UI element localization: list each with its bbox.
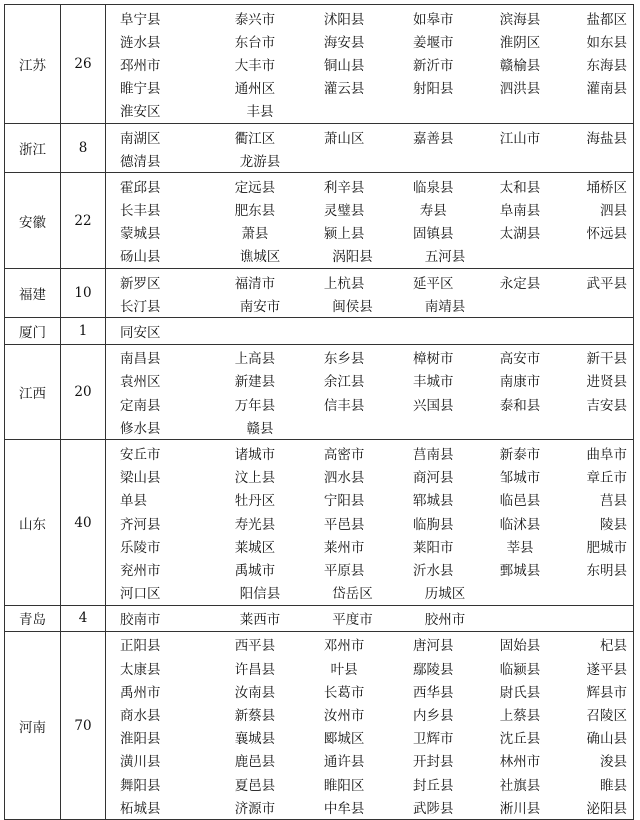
- county-name: 邓州市: [323, 638, 365, 655]
- county-name: 滨海县: [499, 11, 541, 28]
- county-name: 临颍县: [499, 661, 541, 678]
- county-name: 太和县: [499, 179, 541, 196]
- county-name: 南安市: [239, 298, 281, 315]
- table-row: [5, 318, 634, 344]
- county-name: 上高县: [234, 351, 276, 368]
- county-line: [106, 244, 633, 267]
- county-name: 南康市: [499, 374, 541, 391]
- table-row: [5, 605, 634, 631]
- county-name: 夏邑县: [234, 777, 276, 794]
- county-name: 襄城县: [234, 731, 276, 748]
- county-name: 肥城市: [586, 539, 627, 556]
- county-name: 平原县: [323, 562, 365, 579]
- county-name: 许昌县: [234, 661, 276, 678]
- county-name: 霍邱县: [120, 179, 161, 196]
- county-name: 诸城市: [234, 446, 276, 463]
- county-line: [106, 749, 633, 772]
- county-name: 樟树市: [413, 351, 454, 368]
- county-name: 尉氏县: [499, 684, 541, 701]
- county-name: 射阳县: [413, 81, 454, 98]
- county-name: 临邑县: [499, 493, 541, 510]
- province-name: 河南: [5, 631, 61, 820]
- county-name: 南湖区: [120, 130, 161, 147]
- county-name: 姜堰市: [413, 34, 454, 51]
- county-name: 上蔡县: [499, 708, 541, 725]
- county-name: 长丰县: [120, 203, 161, 220]
- county-line: [106, 465, 633, 488]
- county-name: 定远县: [234, 179, 276, 196]
- county-count: 26: [61, 5, 106, 124]
- county-name: 平度市: [332, 612, 373, 629]
- county-name: 丰县: [246, 104, 274, 121]
- county-name: 汶上县: [234, 470, 276, 487]
- province-name: 浙江: [5, 123, 61, 172]
- county-name: 莱西市: [239, 612, 281, 629]
- county-name: 寿县: [419, 203, 447, 220]
- county-name: 铜山县: [323, 57, 365, 74]
- county-line: [106, 198, 633, 221]
- county-line: [106, 607, 633, 630]
- county-line: [106, 702, 633, 725]
- county-count: 1: [61, 318, 106, 344]
- county-name: 浚县: [599, 754, 627, 771]
- county-line: [106, 772, 633, 795]
- county-name: 正阳县: [120, 638, 161, 655]
- county-name: 牡丹区: [234, 493, 276, 510]
- county-name: 确山县: [586, 731, 627, 748]
- county-name: 淮阳县: [120, 731, 161, 748]
- county-name: 淅川县: [499, 800, 541, 817]
- county-name: 郾城区: [323, 731, 365, 748]
- county-name: 睢宁县: [120, 81, 161, 98]
- county-count: 70: [61, 631, 106, 820]
- county-name: 盐都区: [586, 11, 627, 28]
- county-name: 同安区: [120, 325, 161, 342]
- county-name: 鄄城县: [499, 562, 541, 579]
- province-name: 山东: [5, 440, 61, 605]
- county-name: 临朐县: [413, 516, 454, 533]
- table-row: [5, 344, 634, 440]
- county-name: 东海县: [586, 57, 627, 74]
- county-name: 莘县: [506, 539, 534, 556]
- county-name: 睢阳区: [323, 777, 365, 794]
- county-line: [106, 726, 633, 749]
- county-name: 阜宁县: [120, 11, 161, 28]
- county-name: 江山市: [499, 130, 541, 147]
- county-name: 汝南县: [234, 684, 276, 701]
- county-name: 万年县: [234, 397, 276, 414]
- county-name: 章丘市: [586, 470, 627, 487]
- county-count: 22: [61, 173, 106, 269]
- county-name: 邳州市: [120, 57, 161, 74]
- county-name: 利辛县: [323, 179, 365, 196]
- county-name: 唐河县: [413, 638, 454, 655]
- county-name: 武平县: [586, 275, 627, 292]
- county-name: 大丰市: [234, 57, 276, 74]
- county-name: 邹城市: [499, 470, 541, 487]
- county-name: 五河县: [424, 249, 466, 266]
- county-name: 新干县: [586, 351, 627, 368]
- county-name: 泰兴市: [234, 11, 276, 28]
- county-list: [106, 5, 634, 124]
- county-name: 胶州市: [424, 612, 466, 629]
- county-name: 安丘市: [120, 446, 161, 463]
- county-name: 商水县: [120, 708, 161, 725]
- county-name: 莱州市: [323, 539, 365, 556]
- county-list: [106, 173, 634, 269]
- county-name: 岱岳区: [332, 586, 373, 603]
- county-name: 灵璧县: [323, 203, 365, 220]
- county-name: 高安市: [499, 351, 541, 368]
- county-line: [106, 52, 633, 75]
- county-name: 开封县: [413, 754, 454, 771]
- county-table: [4, 4, 634, 820]
- county-line: [106, 488, 633, 511]
- county-name: 莒南县: [413, 446, 454, 463]
- county-name: 西华县: [413, 684, 454, 701]
- county-name: 济源市: [234, 800, 276, 817]
- county-name: 太康县: [120, 661, 161, 678]
- county-name: 萧山区: [323, 130, 365, 147]
- county-name: 杞县: [599, 638, 627, 655]
- table-row: [5, 631, 634, 820]
- county-name: 长葛市: [323, 684, 365, 701]
- county-name: 睢县: [599, 777, 627, 794]
- table-row: [5, 5, 634, 124]
- county-name: 涡阳县: [332, 249, 373, 266]
- county-name: 如皋市: [413, 11, 454, 28]
- county-line: [106, 125, 633, 148]
- county-count: 10: [61, 269, 106, 318]
- county-name: 嘉善县: [413, 130, 454, 147]
- county-name: 卫辉市: [413, 731, 454, 748]
- table-row: [5, 440, 634, 605]
- county-name: 舞阳县: [120, 777, 161, 794]
- county-count: 40: [61, 440, 106, 605]
- county-name: 林州市: [499, 754, 541, 771]
- county-name: 莒县: [599, 493, 627, 510]
- county-name: 砀山县: [120, 249, 161, 266]
- county-line: [106, 581, 633, 604]
- county-name: 埇桥区: [586, 179, 627, 196]
- county-name: 宁阳县: [323, 493, 365, 510]
- county-name: 太湖县: [499, 226, 541, 243]
- county-name: 赣榆县: [499, 57, 541, 74]
- county-name: 新沂市: [413, 57, 454, 74]
- county-name: 萧县: [241, 226, 269, 243]
- county-count: 4: [61, 605, 106, 631]
- county-line: [106, 557, 633, 580]
- county-name: 梁山县: [120, 470, 161, 487]
- county-name: 平邑县: [323, 516, 365, 533]
- county-name: 定南县: [120, 397, 161, 414]
- county-name: 兖州市: [120, 562, 161, 579]
- county-name: 柘城县: [120, 800, 161, 817]
- county-name: 鹿邑县: [234, 754, 276, 771]
- county-name: 商河县: [413, 470, 454, 487]
- county-line: [106, 221, 633, 244]
- county-name: 禹城市: [234, 562, 276, 579]
- county-name: 曲阜市: [586, 446, 627, 463]
- county-line: [106, 441, 633, 464]
- county-name: 莱城区: [234, 539, 276, 556]
- county-name: 进贤县: [586, 374, 627, 391]
- county-name: 内乡县: [413, 708, 454, 725]
- county-line: [106, 534, 633, 557]
- county-name: 武陟县: [413, 800, 454, 817]
- county-name: 通州区: [234, 81, 276, 98]
- county-name: 闽侯县: [332, 298, 373, 315]
- county-name: 西平县: [234, 638, 276, 655]
- county-line: [106, 511, 633, 534]
- county-list: [106, 631, 634, 820]
- county-name: 袁州区: [120, 374, 161, 391]
- county-line: [106, 679, 633, 702]
- county-name: 封丘县: [413, 777, 454, 794]
- province-name: 江西: [5, 344, 61, 440]
- county-name: 上杭县: [323, 275, 365, 292]
- county-line: [106, 76, 633, 99]
- county-name: 泰和县: [499, 397, 541, 414]
- county-list: [106, 344, 634, 440]
- county-name: 叶县: [330, 661, 358, 678]
- county-line: [106, 270, 633, 293]
- county-name: 历城区: [424, 586, 466, 603]
- county-name: 福清市: [234, 275, 276, 292]
- county-name: 淮阴区: [499, 34, 541, 51]
- county-name: 谯城区: [239, 249, 281, 266]
- county-list: [106, 123, 634, 172]
- county-name: 辉县市: [586, 684, 627, 701]
- county-name: 信丰县: [323, 397, 365, 414]
- county-name: 乐陵市: [120, 539, 161, 556]
- county-count: 20: [61, 344, 106, 440]
- province-name: 青岛: [5, 605, 61, 631]
- county-name: 鄢陵县: [413, 661, 454, 678]
- county-name: 沭阳县: [323, 11, 365, 28]
- county-line: [106, 174, 633, 197]
- county-list: [106, 605, 634, 631]
- county-name: 怀远县: [586, 226, 627, 243]
- county-name: 新罗区: [120, 275, 161, 292]
- county-name: 临泉县: [413, 179, 454, 196]
- county-list: [106, 318, 634, 344]
- county-name: 新蔡县: [234, 708, 276, 725]
- county-name: 兴国县: [413, 397, 454, 414]
- province-name: 安徽: [5, 173, 61, 269]
- county-name: 固始县: [499, 638, 541, 655]
- county-name: 遂平县: [586, 661, 627, 678]
- county-name: 海安县: [323, 34, 365, 51]
- county-name: 临沭县: [499, 516, 541, 533]
- county-name: 海盐县: [586, 130, 627, 147]
- county-name: 汝州市: [323, 708, 365, 725]
- county-name: 泗县: [599, 203, 627, 220]
- county-name: 莱阳市: [413, 539, 454, 556]
- county-name: 南昌县: [120, 351, 161, 368]
- county-name: 颍上县: [323, 226, 365, 243]
- county-count: 8: [61, 123, 106, 172]
- county-line: [106, 319, 633, 342]
- county-name: 胶南市: [120, 612, 161, 629]
- county-name: 余江县: [323, 374, 365, 391]
- county-line: [106, 148, 633, 171]
- table-row: [5, 123, 634, 172]
- county-name: 新建县: [234, 374, 276, 391]
- county-line: [106, 369, 633, 392]
- county-name: 南靖县: [424, 298, 466, 315]
- county-name: 沈丘县: [499, 731, 541, 748]
- county-line: [106, 415, 633, 438]
- county-name: 禹州市: [120, 684, 161, 701]
- county-name: 衢江区: [234, 130, 276, 147]
- county-name: 单县: [120, 493, 147, 510]
- table-row: [5, 269, 634, 318]
- province-name: 江苏: [5, 5, 61, 124]
- county-name: 齐河县: [120, 516, 161, 533]
- county-line: [106, 346, 633, 369]
- county-name: 新泰市: [499, 446, 541, 463]
- province-name: 福建: [5, 269, 61, 318]
- county-name: 蒙城县: [120, 226, 161, 243]
- county-line: [106, 6, 633, 29]
- county-name: 高密市: [323, 446, 365, 463]
- county-name: 长汀县: [120, 298, 161, 315]
- county-name: 东台市: [234, 34, 276, 51]
- county-name: 东乡县: [323, 351, 365, 368]
- county-name: 泗水县: [323, 470, 365, 487]
- county-name: 中牟县: [323, 800, 365, 817]
- county-name: 赣县: [246, 420, 274, 437]
- county-name: 寿光县: [234, 516, 276, 533]
- county-name: 泌阳县: [586, 800, 627, 817]
- province-name: 厦门: [5, 318, 61, 344]
- county-name: 延平区: [413, 275, 454, 292]
- county-list: [106, 269, 634, 318]
- county-name: 陵县: [599, 516, 627, 533]
- county-name: 淮安区: [120, 104, 161, 121]
- county-line: [106, 392, 633, 415]
- county-name: 灌云县: [323, 81, 365, 98]
- county-name: 丰城市: [413, 374, 454, 391]
- county-name: 泗洪县: [499, 81, 541, 98]
- county-name: 阜南县: [499, 203, 541, 220]
- county-list: [106, 440, 634, 605]
- county-line: [106, 99, 633, 122]
- county-name: 潢川县: [120, 754, 161, 771]
- table-row: [5, 173, 634, 269]
- county-name: 河口区: [120, 586, 161, 603]
- county-name: 召陵区: [586, 708, 627, 725]
- county-name: 灌南县: [586, 81, 627, 98]
- county-name: 社旗县: [499, 777, 541, 794]
- county-name: 如东县: [586, 34, 627, 51]
- county-line: [106, 293, 633, 316]
- county-name: 固镇县: [413, 226, 454, 243]
- county-name: 涟水县: [120, 34, 161, 51]
- county-name: 东明县: [586, 562, 627, 579]
- county-name: 永定县: [499, 275, 541, 292]
- county-name: 沂水县: [413, 562, 454, 579]
- county-name: 阳信县: [239, 586, 281, 603]
- county-line: [106, 656, 633, 679]
- county-name: 修水县: [120, 420, 161, 437]
- county-name: 通许县: [323, 754, 365, 771]
- county-table-body: [5, 5, 634, 820]
- county-line: [106, 29, 633, 52]
- county-name: 肥东县: [234, 203, 276, 220]
- county-name: 德清县: [120, 153, 161, 170]
- county-name: 吉安县: [586, 397, 627, 414]
- county-name: 龙游县: [239, 153, 281, 170]
- county-line: [106, 633, 633, 656]
- county-name: 郓城县: [413, 493, 454, 510]
